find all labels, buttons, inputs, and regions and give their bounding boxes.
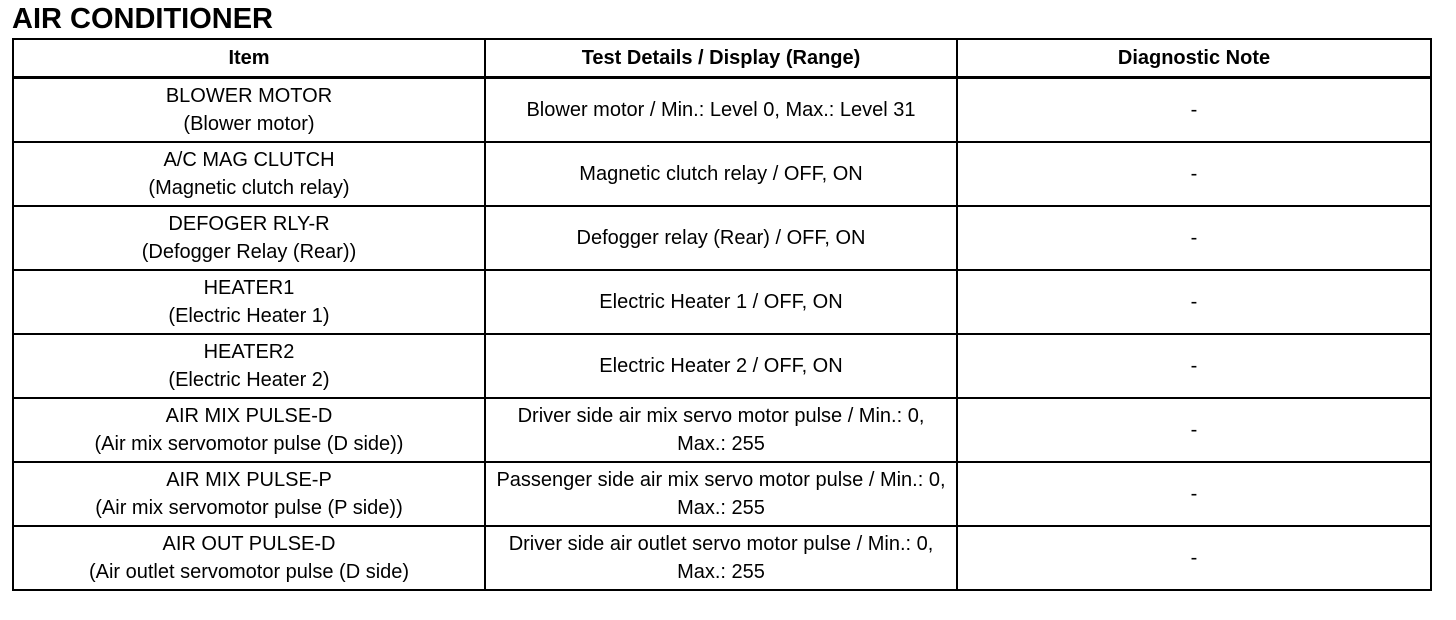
table-row: [13, 334, 1431, 398]
item-description: (Magnetic clutch relay): [148, 177, 350, 199]
details-cell: Magnetic clutch relay / OFF, ON: [485, 142, 957, 206]
item-description: (Air mix servomotor pulse (D side)): [94, 433, 404, 455]
section-title: AIR CONDITIONER: [12, 3, 273, 35]
header-item: Item: [13, 39, 485, 78]
item-cell: [13, 462, 485, 526]
table-row: [13, 398, 1431, 462]
header-diagnostic-note: Diagnostic Note: [957, 39, 1431, 78]
item-name: BLOWER MOTOR: [165, 85, 333, 107]
item-name: HEATER2: [203, 341, 295, 363]
table-row: [13, 270, 1431, 334]
item-cell: [13, 334, 485, 398]
item-cell: [13, 78, 485, 143]
note-cell: -: [957, 526, 1431, 590]
table-row: [13, 142, 1431, 206]
note-cell: -: [957, 462, 1431, 526]
item-cell: [13, 398, 485, 462]
details-cell: Defogger relay (Rear) / OFF, ON: [485, 206, 957, 270]
details-cell: Passenger side air mix servo motor pulse / Min.: 0, Max.: 255: [485, 462, 957, 526]
item-cell: [13, 270, 485, 334]
details-cell: Electric Heater 2 / OFF, ON: [485, 334, 957, 398]
item-description: (Electric Heater 2): [168, 369, 330, 391]
header-test-details: Test Details / Display (Range): [485, 39, 957, 78]
table-row: [13, 526, 1431, 590]
item-name: AIR OUT PULSE-D: [162, 533, 336, 555]
note-cell: -: [957, 334, 1431, 398]
note-cell: -: [957, 270, 1431, 334]
table-header-row: [13, 39, 1431, 78]
item-description: (Electric Heater 1): [168, 305, 330, 327]
note-cell: -: [957, 142, 1431, 206]
item-name: DEFOGER RLY-R: [168, 213, 330, 235]
item-name: A/C MAG CLUTCH: [163, 149, 335, 171]
item-name: AIR MIX PULSE-D: [165, 405, 333, 427]
item-description: (Blower motor): [183, 113, 315, 135]
note-cell: -: [957, 78, 1431, 143]
diagnostic-table: [12, 38, 1432, 591]
details-cell: Blower motor / Min.: Level 0, Max.: Level 31: [485, 78, 957, 143]
table-row: [13, 462, 1431, 526]
item-name: AIR MIX PULSE-P: [166, 469, 332, 491]
details-cell: Driver side air mix servo motor pulse / Min.: 0, Max.: 255: [485, 398, 957, 462]
item-name: HEATER1: [203, 277, 295, 299]
item-description: (Air outlet servomotor pulse (D side): [88, 561, 410, 583]
details-cell: Driver side air outlet servo motor pulse / Min.: 0, Max.: 255: [485, 526, 957, 590]
note-cell: -: [957, 398, 1431, 462]
item-cell: [13, 526, 485, 590]
item-description: (Air mix servomotor pulse (P side)): [95, 497, 403, 519]
details-cell: Electric Heater 1 / OFF, ON: [485, 270, 957, 334]
item-cell: [13, 206, 485, 270]
note-cell: -: [957, 206, 1431, 270]
table-row: [13, 78, 1431, 143]
table-row: [13, 206, 1431, 270]
item-cell: [13, 142, 485, 206]
item-description: (Defogger Relay (Rear)): [141, 241, 357, 263]
